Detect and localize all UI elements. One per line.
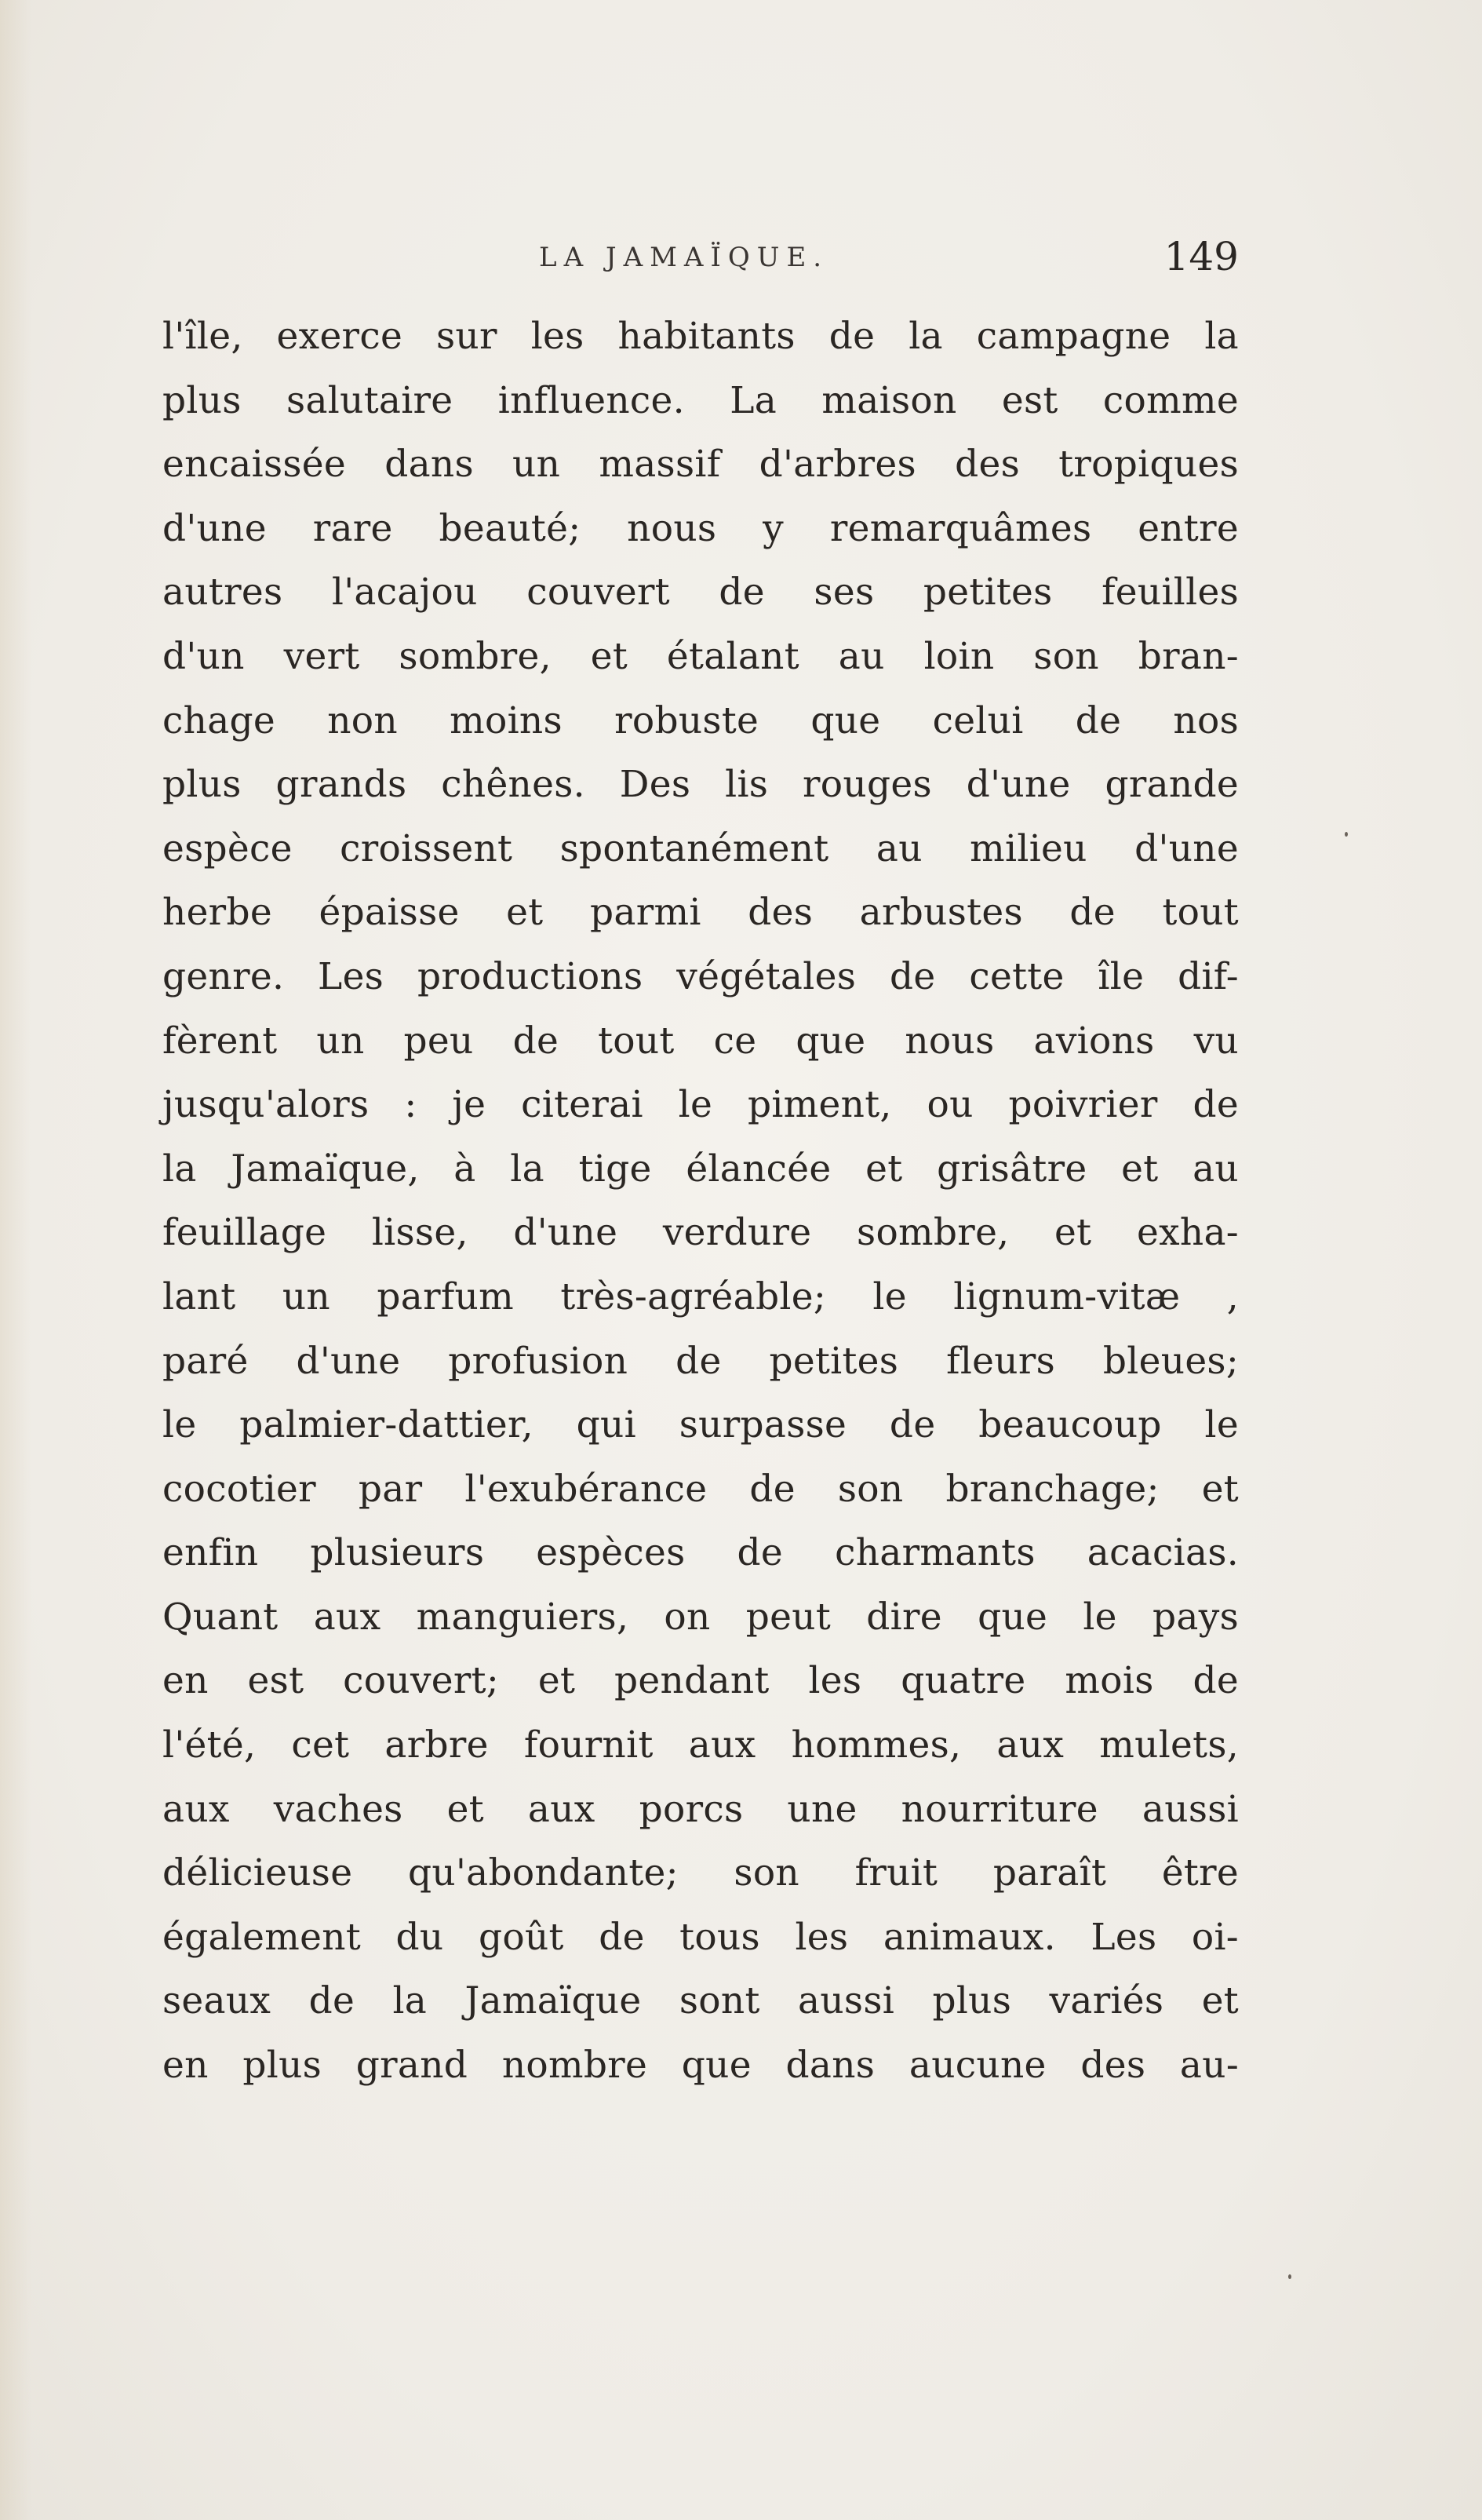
text-line: d'une rare beauté; nous y remarquâmes entre	[162, 506, 1239, 550]
page-header	[162, 234, 1239, 289]
text-line: enfin plusieurs espèces de charmants acacias.	[162, 1531, 1239, 1575]
text-line: également du goût de tous les animaux. Les oi-	[162, 1915, 1239, 1959]
paper-speck	[1345, 832, 1348, 837]
text-line: l'île, exerce sur les habitants de la campagne la	[162, 315, 1239, 358]
body-text	[162, 305, 1239, 2098]
text-line: le palmier-dattier, qui surpasse de beaucoup le	[162, 1403, 1239, 1447]
running-title: LA JAMAÏQUE.	[539, 242, 829, 273]
page-number: 149	[1163, 234, 1239, 279]
text-line: herbe épaisse et parmi des arbustes de tout	[162, 891, 1239, 935]
text-line: en plus grand nombre que dans aucune des au-	[162, 2044, 1239, 2088]
text-line: jusqu'alors : je citerai le piment, ou poivrier de	[162, 1083, 1239, 1127]
text-line: chage non moins robuste que celui de nos	[162, 698, 1239, 742]
text-line: délicieuse qu'abondante; son fruit paraît être	[162, 1851, 1239, 1895]
text-line: espèce croissent spontanément au milieu d'une	[162, 826, 1239, 870]
text-line: plus grands chênes. Des lis rouges d'une grande	[162, 763, 1239, 807]
text-line: genre. Les productions végétales de cette île dif-	[162, 954, 1239, 998]
text-line: plus salutaire influence. La maison est comme	[162, 378, 1239, 422]
text-line: la Jamaïque, à la tige élancée et grisâtre et au	[162, 1147, 1239, 1191]
text-line: aux vaches et aux porcs une nourriture aussi	[162, 1787, 1239, 1831]
text-line: seaux de la Jamaïque sont aussi plus variés et	[162, 1979, 1239, 2023]
text-line: en est couvert; et pendant les quatre mois de	[162, 1659, 1239, 1703]
page-edge-shading	[0, 0, 31, 2520]
text-line: Quant aux manguiers, on peut dire que le pays	[162, 1595, 1239, 1639]
paper-speck	[1288, 2274, 1291, 2279]
text-line: paré d'une profusion de petites fleurs bleues;	[162, 1339, 1239, 1383]
text-line: fèrent un peu de tout ce que nous avions vu	[162, 1019, 1239, 1063]
text-line: l'été, cet arbre fournit aux hommes, aux mulets,	[162, 1723, 1239, 1767]
text-line: d'un vert sombre, et étalant au loin son bran-	[162, 634, 1239, 678]
text-line: feuillage lisse, d'une verdure sombre, et exha-	[162, 1211, 1239, 1255]
text-line: lant un parfum très-agréable; le lignum-vitæ ,	[162, 1275, 1239, 1318]
text-line: cocotier par l'exubérance de son branchage; et	[162, 1467, 1239, 1511]
text-line: autres l'acajou couvert de ses petites feuilles	[162, 571, 1239, 615]
text-line: encaissée dans un massif d'arbres des tropiques	[162, 443, 1239, 487]
